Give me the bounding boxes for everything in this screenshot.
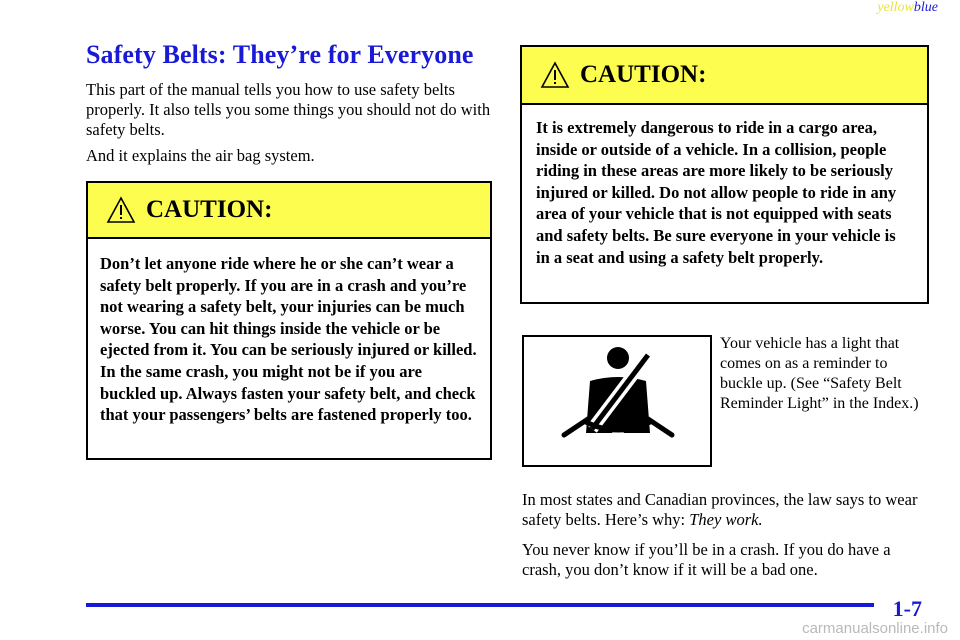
footer-rule	[86, 603, 874, 607]
reminder-paragraph: Your vehicle has a light that comes on as a reminder to buckle up. (See “Safety Belt Reminder Light” in the Index.)	[720, 335, 919, 412]
caution-heading: CAUTION:	[146, 196, 273, 223]
page-number: 1-7	[892, 596, 922, 621]
caution-box-left	[86, 181, 492, 460]
warning-triangle-icon	[540, 61, 570, 89]
law-text: In most states and Canadian provinces, the law says to wear safety belts. Here’s why:	[522, 490, 918, 529]
caution-text: It is extremely dangerous to ride in a cargo area, inside or outside of a vehicle. In a collision, people riding in these areas are more likely to be seriously injured or killed. Do not allow people to ride in any area of your vehicle that is not equipped with seats and safety belts. Be sure everyone in your vehicle is in a seat and using a safety belt properly.	[536, 118, 897, 267]
safety-belt-icon	[524, 337, 710, 465]
caution-header	[522, 47, 927, 105]
watermark: carmanualsonline.info	[802, 620, 948, 637]
caution-box-right	[520, 45, 929, 304]
page-title: Safety Belts: They’re for Everyone	[86, 40, 474, 69]
safety-belt-illustration	[522, 335, 712, 467]
color-word-blue: blue	[913, 0, 938, 15]
color-registration-label	[877, 0, 938, 16]
caution-header	[88, 183, 490, 239]
intro-paragraph-1: This part of the manual tells you how to use safety belts properly. It also tells you some things you should not do with safety belts.	[86, 80, 491, 139]
crash-paragraph: You never know if you’ll be in a crash. If you do have a crash, you don’t know if it will be a bad one.	[522, 540, 891, 579]
caution-text: Don’t let anyone ride where he or she can’t wear a safety belt properly. If you are in a crash and you’re not wearing a safety belt, your injuries can be much worse. You can hit things inside the vehicle or be ejected from it. You can be seriously injured or killed. In the same crash, you might not be if you are buckled up. Always fasten your safety belt, and check that your passengers’ belts are fastened properly too.	[100, 254, 477, 425]
caution-heading: CAUTION:	[580, 61, 707, 88]
intro-paragraph-2: And it explains the air bag system.	[86, 146, 315, 165]
warning-triangle-icon	[106, 196, 136, 224]
law-emphasis: They work.	[689, 510, 763, 529]
law-paragraph	[522, 490, 927, 530]
color-word-yellow: yellow	[877, 0, 914, 15]
